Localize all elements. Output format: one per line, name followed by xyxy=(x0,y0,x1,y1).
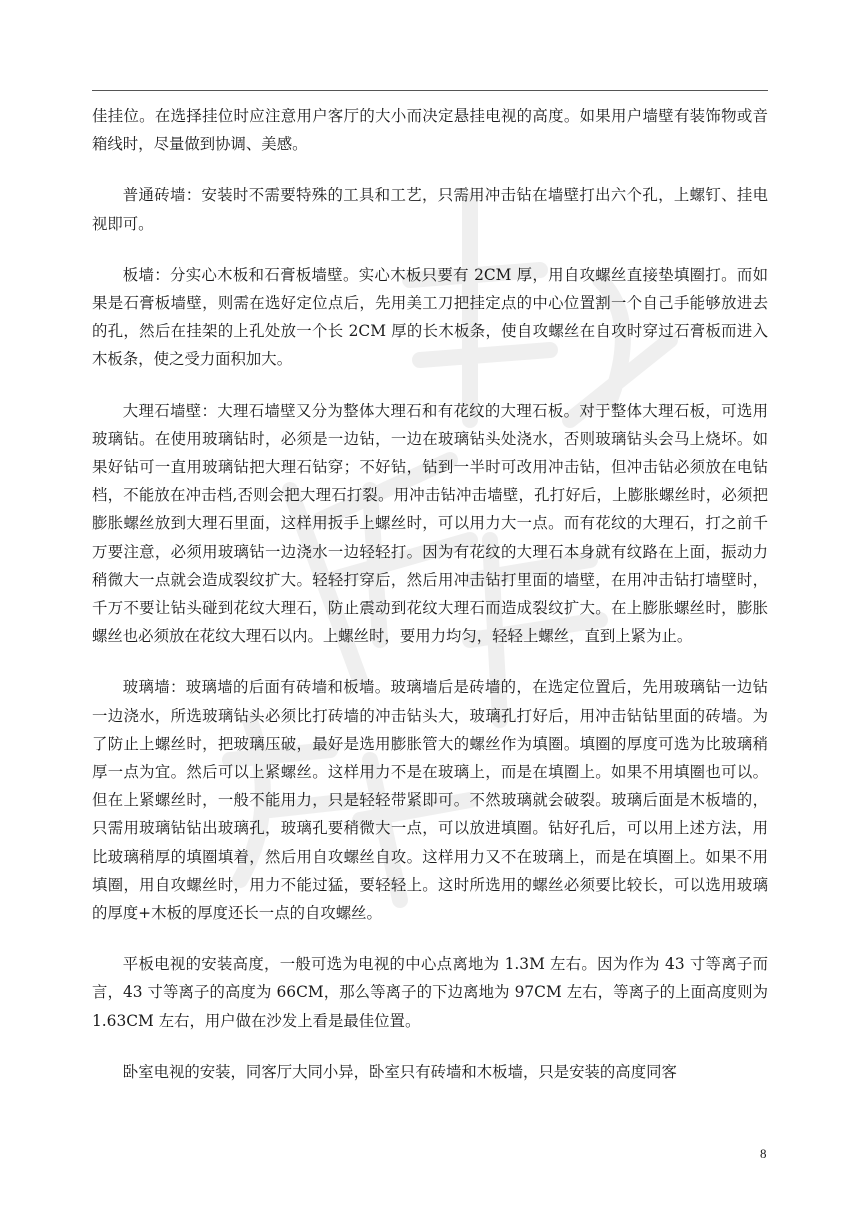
header-rule xyxy=(92,90,768,91)
paragraph-install-height: 平板电视的安装高度，一般可选为电视的中心点离地为 1.3M 左右。因为作为 43 寸等离子而言，43 寸等离子的高度为 66CM，那么等离子的下边离地为 97CM 左右，等离子的上面高度则为 1.63CM 左右，用户做在沙发上看是最佳位置。 xyxy=(92,955,768,1030)
paragraph-glass-wall: 玻璃墙：玻璃墙的后面有砖墙和板墙。玻璃墙后是砖墙的，在选定位置后，先用玻璃钻一边钻一边浇水，所选玻璃钻头必须比打砖墙的冲击钻头大，玻璃孔打好后，用冲击钻钻里面的砖墙。为了防止上螺丝时，把玻璃压破，最好是选用膨胀管大的螺丝作为填圈。填圈的厚度可选为比玻璃稍厚一点为宜。然后可以上紧螺丝。这样用力不是在玻璃上，而是在填圈上。如果不用填圈也可以。但在上紧螺丝时，一般不能用力，只是轻轻带紧即可。不然玻璃就会破裂。玻璃后面是木板墙的，只需用玻璃钻钻出玻璃孔，玻璃孔要稍微大一点，可以放进填圈。钻好孔后，可以用上述方法，用比玻璃稍厚的填圈填着，然后用自攻螺丝自攻。这样用力又不在玻璃上，而是在填圈上。如果不用填圈，用自攻螺丝时，用力不能过猛，要轻轻上。这时所选用的螺丝必须要比较长，可以选用玻璃的厚度+木板的厚度还长一点的自攻螺丝。 xyxy=(92,678,768,923)
page-number: 8 xyxy=(760,1146,767,1161)
document-body xyxy=(92,102,768,1109)
paragraph-tv-position: 佳挂位。在选择挂位时应注意用户客厅的大小而决定悬挂电视的高度。如果用户墙壁有装饰物或音箱线时，尽量做到协调、美感。 xyxy=(92,107,768,154)
paragraph-marble-wall: 大理石墙壁：大理石墙壁又分为整体大理石和有花纹的大理石板。对于整体大理石板，可选用玻璃钻。在使用玻璃钻时，必须是一边钻，一边在玻璃钻头处浇水，否则玻璃钻头会马上烧坏。如果好钻可一直用玻璃钻把大理石钻穿；不好钻，钻到一半时可改用冲击钻，但冲击钻必须放在电钻档，不能放在冲击档,否则会把大理石打裂。用冲击钻冲击墙壁，孔打好后，上膨胀螺丝时，必须把膨胀螺丝放到大理石里面，这样用扳手上螺丝时，可以用力大一点。而有花纹的大理石，打之前千万要注意，必须用玻璃钻一边浇水一边轻轻打。因为有花纹的大理石本身就有纹路在上面，振动力稍微大一点就会造成裂纹扩大。轻轻打穿后，然后用冲击钻打里面的墙壁，在用冲击钻打墙壁时，千万不要让钻头碰到花纹大理石，防止震动到花纹大理石而造成裂纹扩大。在上膨胀螺丝时，膨胀螺丝也必须放在花纹大理石以内。上螺丝时，要用力均匀，轻轻上螺丝，直到上紧为止。 xyxy=(92,401,768,646)
paragraph-brick-wall: 普通砖墙：安装时不需要特殊的工具和工艺，只需用冲击钻在墙壁打出六个孔，上螺钉、挂电视即可。 xyxy=(92,186,768,233)
paragraph-board-wall: 板墙：分实心木板和石膏板墙壁。实心木板只要有 2CM 厚，用自攻螺丝直接垫填圈打。而如果是石膏板墙壁，则需在选好定位点后，先用美工刀把挂定点的中心位置割一个自己手能够放进去的孔，然后在挂架的上孔处放一个长 2CM 厚的长木板条，使自攻螺丝在自攻时穿过石膏板而进入木板条，使之受力面积加大。 xyxy=(92,265,768,369)
paragraph-bedroom-tv: 卧室电视的安装，同客厅大同小异，卧室只有砖墙和木板墙，只是安装的高度同客 xyxy=(122,1062,677,1081)
